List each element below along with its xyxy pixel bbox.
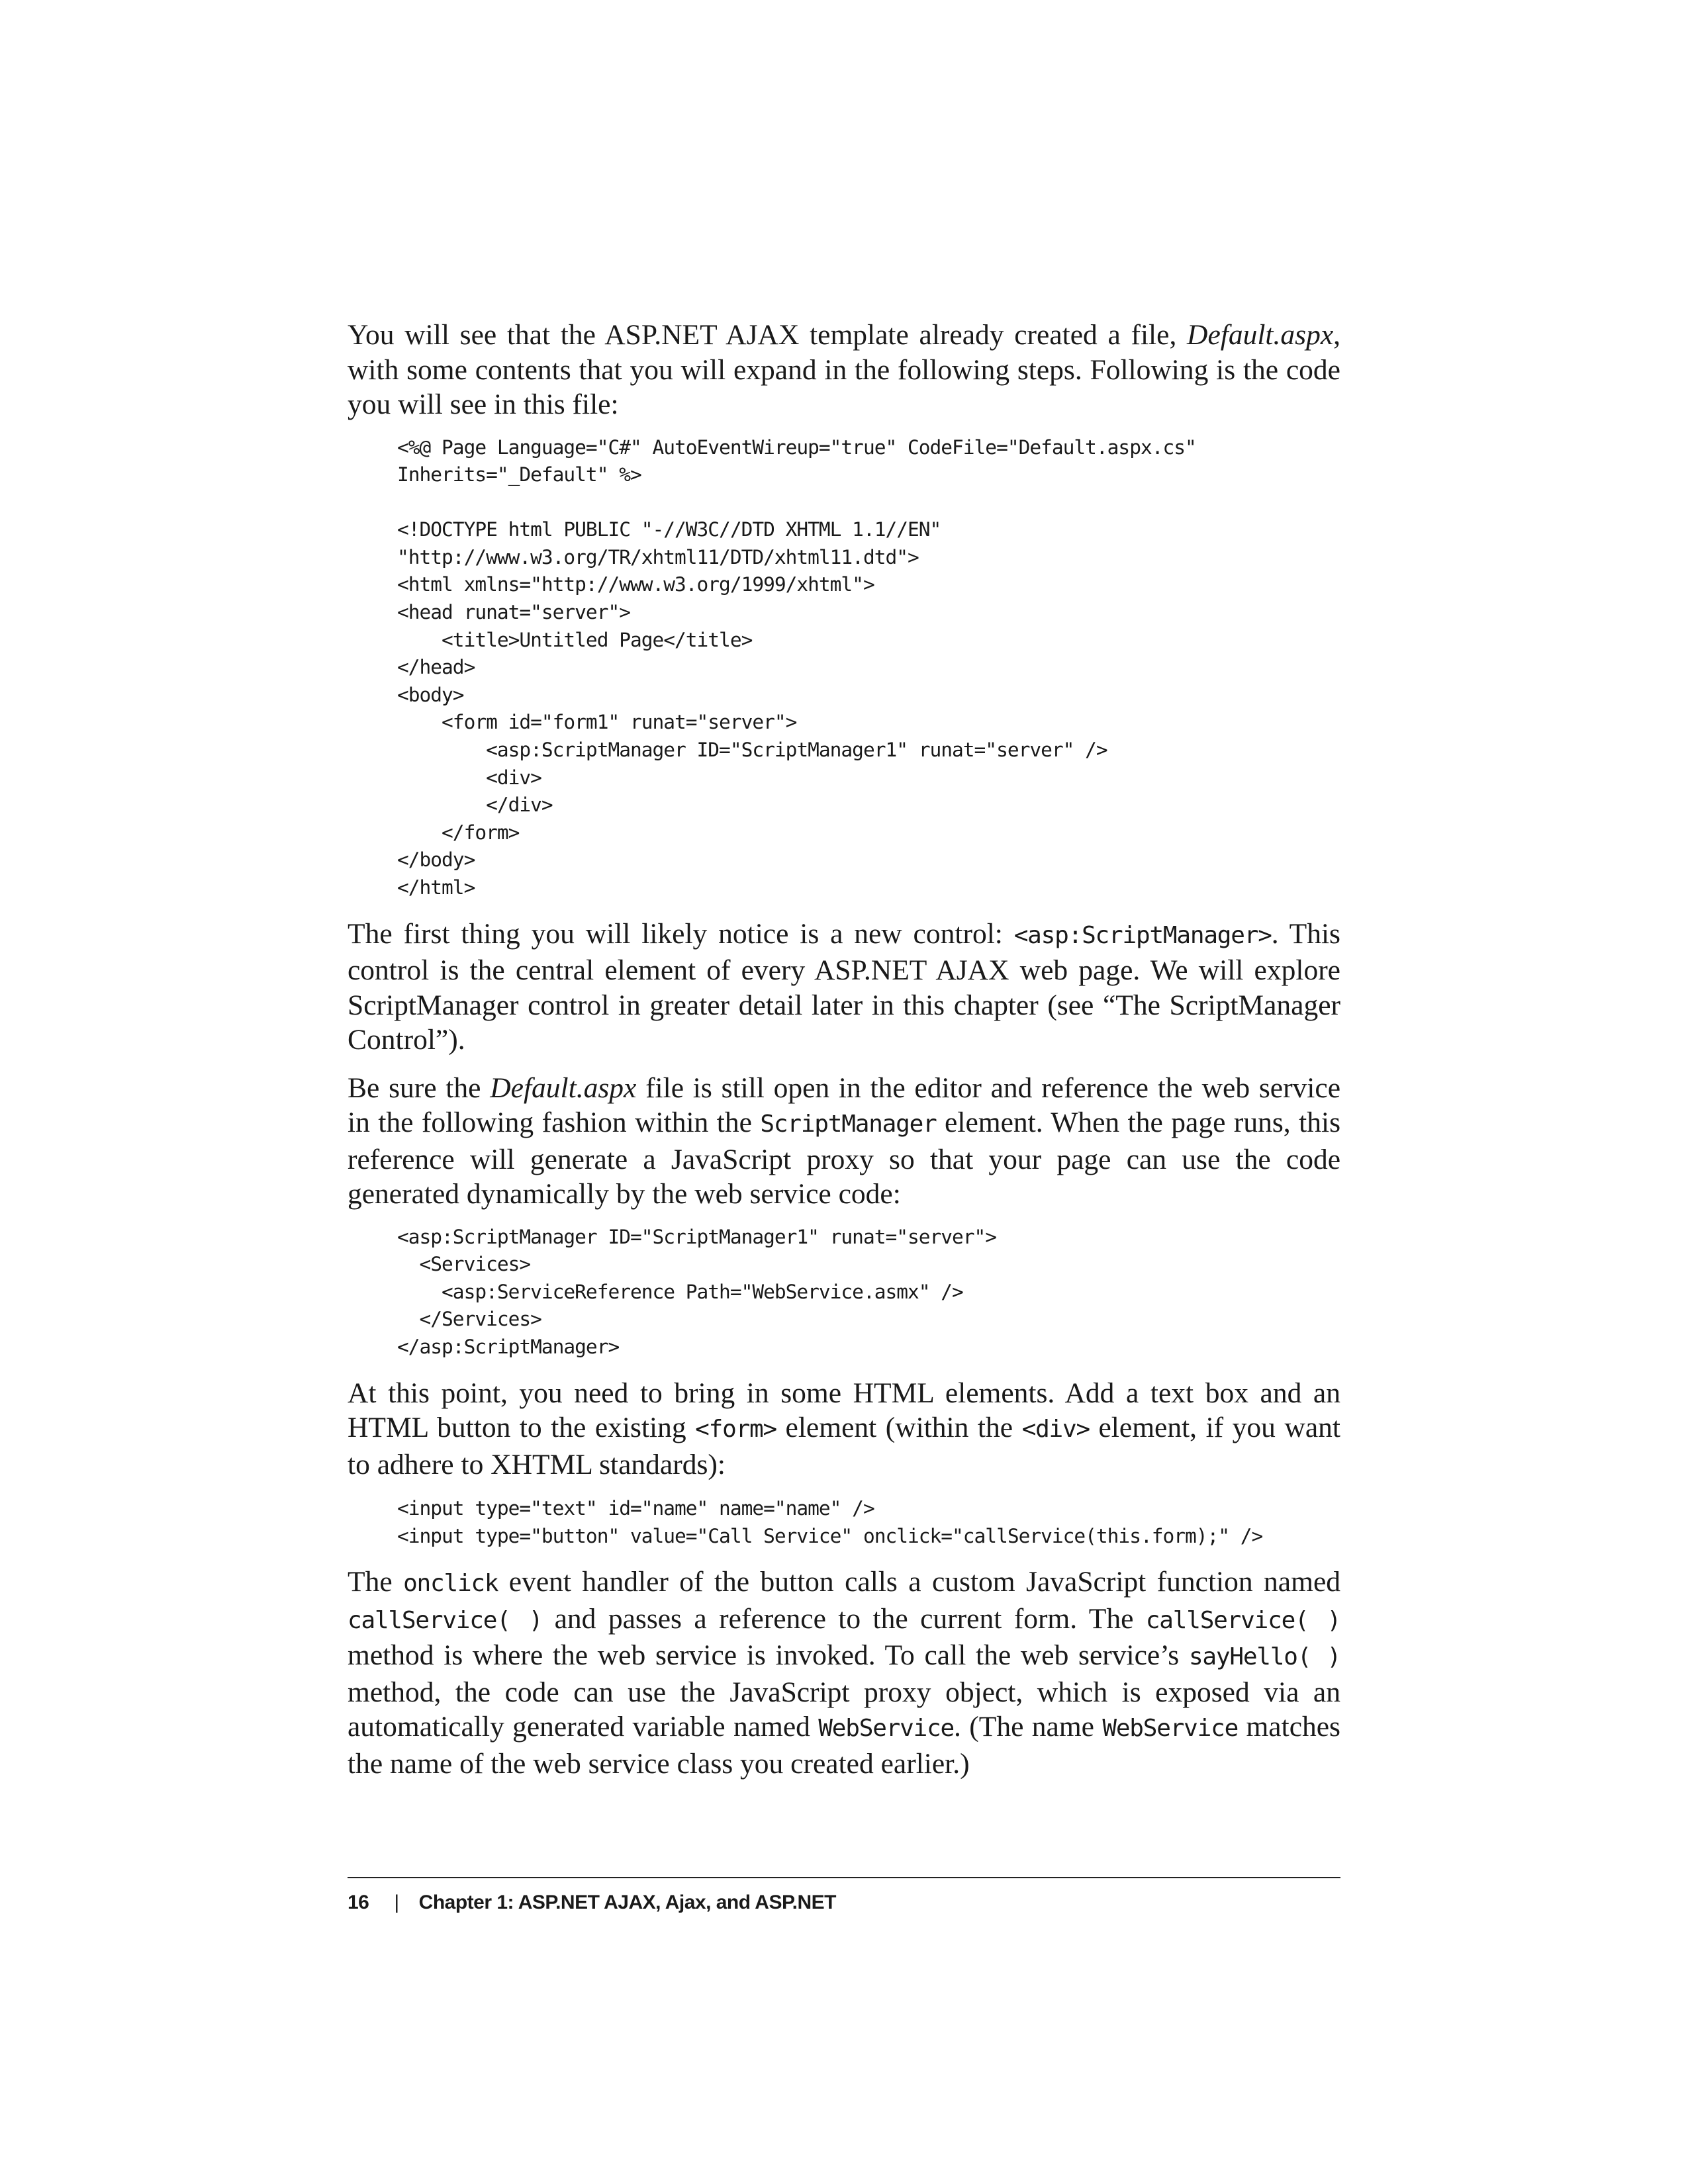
page-body: [348, 318, 1340, 1781]
inline-code: <form>: [695, 1416, 776, 1443]
paragraph-text: event handler of the button calls a custom JavaScript function named: [498, 1566, 1340, 1598]
paragraph-text: matches the name of the web service class you created earlier.): [348, 1711, 1340, 1780]
paragraph-text: Be sure the: [348, 1071, 491, 1104]
paragraph-text: You will see that the ASP.NET AJAX template already created a file,: [348, 319, 1188, 351]
code-block-input-elements: <input type="text" id="name" name="name" /> <input type="button" value="Call Service" onclick="callService(this.form);" />: [397, 1497, 1263, 1547]
paragraph-text: At this point, you need to bring in some HTML elements. Add a text box and an HTML button to the existing: [348, 1377, 1340, 1444]
footer-divider: [348, 1877, 1340, 1878]
paragraph-text: , with some contents that you will expand in the following steps. Following is the code you will see in this file:: [348, 319, 1340, 420]
inline-code: sayHello( ): [1188, 1643, 1340, 1671]
paragraph-text: The: [348, 1566, 404, 1598]
inline-code: callService( ): [348, 1606, 543, 1634]
paragraph-text: element, if you want to adhere to XHTML standards):: [348, 1412, 1341, 1480]
inline-code: onclick: [403, 1570, 498, 1598]
inline-code: WebService: [1102, 1715, 1239, 1743]
code-block-script-manager: <asp:ScriptManager ID="ScriptManager1" runat="server"> <Services> <asp:ServiceReference Path="WebService.asmx" /> </Services> </asp:ScriptManager>: [397, 1225, 997, 1358]
file-name: Default.aspx: [1187, 319, 1334, 351]
paragraph-scriptmanager: [348, 917, 1340, 1058]
paragraph-text: method, the code can use the JavaScript proxy object, which is exposed via an automatically generated variable named: [348, 1676, 1340, 1743]
paragraph-text: method is where the web service is invoked. To call the web service’s: [348, 1639, 1189, 1672]
paragraph-text: and passes a reference to the current form. The: [542, 1602, 1146, 1635]
paragraph-intro: [348, 318, 1340, 422]
paragraph-text: file is still open in the editor and reference the web service in the following fashion within the: [348, 1071, 1341, 1139]
inline-code: <div>: [1021, 1416, 1090, 1443]
footer-separator: |: [394, 1891, 399, 1913]
paragraph-html-elements: [348, 1376, 1340, 1482]
inline-code: callService( ): [1145, 1606, 1341, 1634]
file-name: Default.aspx: [490, 1071, 637, 1104]
page-footer: [348, 1891, 836, 1914]
paragraph-text: . This control is the central element of every ASP.NET AJAX web page. We will explore ScriptManager control in greater detail later in this chapter (see “The ScriptManager Control”).: [348, 917, 1340, 1056]
paragraph-text: element (within the: [776, 1412, 1022, 1444]
page-number: 16: [348, 1891, 369, 1913]
paragraph-text: The first thing you will likely notice is a new control:: [348, 917, 1014, 950]
paragraph-text: . (The name: [954, 1711, 1103, 1743]
chapter-title: Chapter 1: ASP.NET AJAX, Ajax, and ASP.NET: [418, 1891, 836, 1913]
paragraph-onclick-handler: [348, 1565, 1340, 1781]
inline-code: <asp:ScriptManager>: [1013, 921, 1272, 949]
paragraph-reference-service: [348, 1071, 1340, 1212]
paragraph-text: element. When the page runs, this reference will generate a JavaScript proxy so that your page can use the code generated dynamically by the web service code:: [348, 1107, 1340, 1210]
code-block-default-aspx: <%@ Page Language="C#" AutoEventWireup="true" CodeFile="Default.aspx.cs" Inherits="_Default" %> <!DOCTYPE html PUBLIC "-//W3C//DTD XHTML 1.1//EN" "http://www.w3.org/TR/xhtml11/DTD/xhtml11.dtd"> <html xmlns="http://www.w3.org/1999/xhtml"> <head runat="server"> <title>Untitled Page</title> </head> <body> <form id="form1" runat="server"> <asp:ScriptManager ID="ScriptManager1" runat="server" /> <div> </div> </form> </body> </html>: [397, 435, 1196, 899]
inline-code: ScriptManager: [760, 1111, 937, 1138]
inline-code: WebService: [818, 1715, 955, 1743]
